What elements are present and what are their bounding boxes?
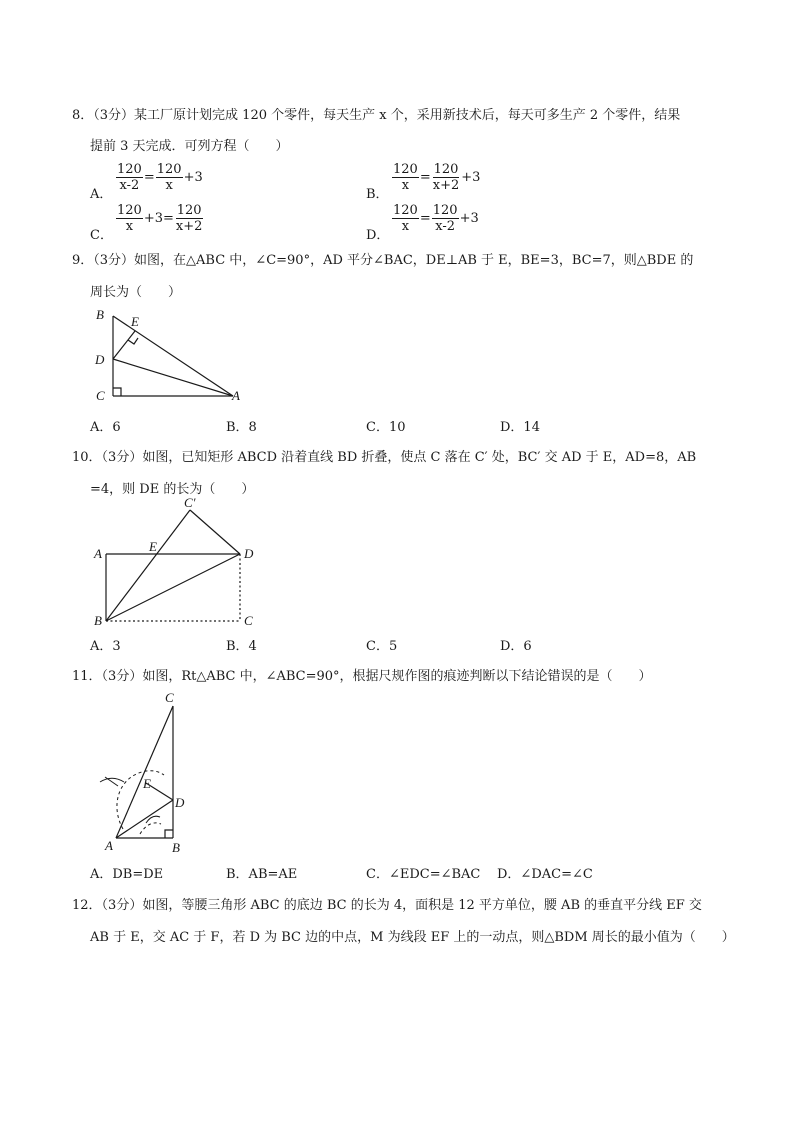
segment-bd — [106, 554, 240, 621]
denominator: x — [401, 178, 410, 193]
numerator: 120 — [393, 203, 418, 218]
vertex-label-b: B — [172, 840, 180, 855]
denominator: x+2 — [432, 178, 460, 193]
numerator: 120 — [393, 162, 418, 177]
q10-stem-line1: 10．（3分）如图，已知矩形 ABCD 沿着直线 BD 折叠，使点 C 落在 C′ 处，BC′ 交 AD 于 E，AD=8，AB — [72, 450, 697, 465]
segment-ac — [116, 706, 173, 838]
q8-option-c-label[interactable]: C． — [90, 228, 113, 243]
q8-stem-line2: 提前 3 天完成．可列方程（ ） — [90, 139, 289, 154]
right-angle-mark-c — [113, 388, 121, 396]
equals-sign: = — [419, 211, 431, 226]
numerator: 120 — [156, 162, 182, 177]
vertex-label-c: C — [96, 388, 105, 403]
vertex-label-d: D — [244, 546, 254, 561]
q9-option-b[interactable]: B．8 — [226, 420, 257, 435]
vertex-label-d: D — [175, 795, 185, 810]
denominator: x-2 — [119, 178, 140, 193]
q9-triangle-figure — [88, 304, 258, 408]
q9-option-a[interactable]: A．6 — [90, 420, 121, 435]
segment-c-prime-d — [190, 510, 240, 554]
q11-option-b[interactable]: B．AB=AE — [226, 867, 298, 882]
q10-rectangle-fold-figure — [88, 496, 268, 630]
vertex-label-d: D — [95, 352, 105, 367]
numerator: 120 — [433, 162, 459, 177]
plus-term: +3 — [461, 170, 481, 185]
right-angle-mark-b — [165, 830, 173, 838]
q8-option-a-label[interactable]: A． — [90, 187, 113, 202]
equals-sign: = — [143, 170, 155, 185]
vertex-label-a: A — [105, 838, 113, 853]
q10-option-c[interactable]: C．5 — [366, 639, 398, 654]
numerator: 120 — [432, 203, 458, 218]
q8-option-a-equation[interactable] — [116, 162, 204, 193]
vertex-label-b: B — [96, 307, 104, 322]
q11-option-c[interactable]: C．∠EDC=∠BAC — [366, 867, 481, 882]
q9-stem-line2: 周长为（ ） — [90, 285, 182, 300]
segment-de — [113, 331, 135, 359]
q8-option-b-label[interactable]: B． — [366, 187, 389, 202]
q11-option-d[interactable]: D．∠DAC=∠C — [497, 867, 593, 882]
q10-option-d[interactable]: D．6 — [500, 639, 532, 654]
numerator: 120 — [176, 203, 202, 218]
plus-term: +3 — [459, 211, 479, 226]
vertex-label-e: E — [143, 776, 151, 791]
q11-stem-line1: 11．（3分）如图，Rt△ABC 中，∠ABC=90°，根据尺规作图的痕迹判断以下结论错误的是（ ） — [72, 669, 652, 684]
denominator: x — [165, 178, 173, 193]
vertex-label-e: E — [131, 314, 139, 329]
q8-option-d-label[interactable]: D． — [366, 228, 390, 243]
vertex-label-b: B — [94, 613, 102, 628]
denominator: x — [401, 219, 410, 234]
q9-option-c[interactable]: C．10 — [366, 420, 406, 435]
construction-arc-small — [140, 823, 161, 834]
denominator: x+2 — [175, 219, 203, 234]
vertex-label-c: C — [244, 613, 253, 628]
plus-equals: +3= — [143, 211, 174, 226]
q9-option-d[interactable]: D．14 — [500, 420, 540, 435]
vertex-label-a: A — [94, 546, 102, 561]
equals-sign: = — [419, 170, 431, 185]
q10-option-a[interactable]: A．3 — [90, 639, 121, 654]
denominator: x — [125, 219, 134, 234]
numerator: 120 — [117, 203, 142, 218]
denominator: x-2 — [435, 219, 456, 234]
vertex-label-e: E — [149, 539, 157, 554]
q8-option-d-equation[interactable] — [392, 203, 480, 234]
q8-stem-line1: 8．（3分）某工厂原计划完成 120 个零件，每天生产 x 个，采用新技术后，每天可多生产 2 个零件，结果 — [72, 108, 681, 123]
q8-option-c-equation[interactable] — [116, 203, 203, 234]
q11-option-a[interactable]: A．DB=DE — [90, 867, 164, 882]
plus-term: +3 — [183, 170, 203, 185]
q9-stem-line1: 9．（3分）如图，在△ABC 中，∠C=90°，AD 平分∠BAC，DE⊥AB 于 E，BE=3，BC=7，则△BDE 的 — [72, 253, 694, 268]
q12-stem-line1: 12．（3分）如图，等腰三角形 ABC 的底边 BC 的长为 4，面积是 12 平方单位，腰 AB 的垂直平分线 EF 交 — [72, 898, 702, 913]
q12-stem-line2: AB 于 E，交 AC 于 F，若 D 为 BC 边的中点，M 为线段 EF 上的一动点，则△BDM 周长的最小值为（ ） — [90, 930, 735, 945]
segment-da — [113, 359, 233, 396]
q11-construction-figure — [88, 686, 208, 858]
vertex-label-c: C — [165, 690, 174, 705]
q10-stem-line2: =4，则 DE 的长为（ ） — [90, 482, 255, 497]
vertex-label-c-prime: C′ — [184, 496, 196, 510]
q10-option-b[interactable]: B．4 — [226, 639, 257, 654]
numerator: 120 — [117, 162, 142, 177]
segment-bc-prime — [106, 510, 190, 621]
vertex-label-a: A — [232, 388, 240, 403]
q8-option-b-equation[interactable] — [392, 162, 481, 193]
